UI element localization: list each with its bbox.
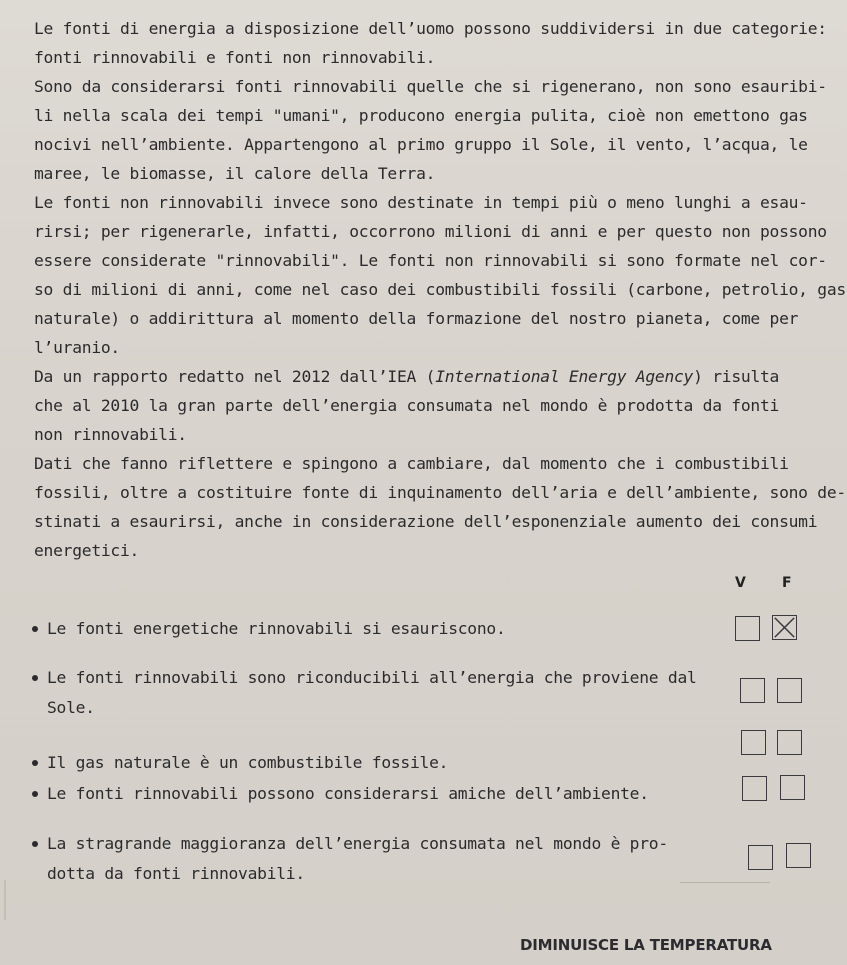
iea-lead-text: Da un rapporto redatto nel 2012 dall’IEA ( (34, 367, 436, 386)
divider-line (680, 882, 770, 883)
passage-line: maree, le biomasse, il calore della Terra. (34, 164, 436, 183)
passage-line: rirsi; per rigenerarle, infatti, occorrono milioni di anni e per questo non possono (34, 222, 827, 241)
passage-line: stinati a esaurirsi, anche in considerazione dell’esponenziale aumento dei consumi (34, 512, 818, 531)
passage-line: non rinnovabili. (34, 425, 187, 444)
quiz-item-text: La stragrande maggioranza dell’energia consumata nel mondo è pro- (47, 834, 668, 853)
passage-line: l’uranio. (34, 338, 120, 357)
quiz-item-text-continued: Sole. (47, 698, 95, 717)
true-checkbox[interactable] (740, 678, 765, 703)
true-column-header: V (735, 575, 746, 591)
quiz-item-text-continued: dotta da fonti rinnovabili. (47, 864, 305, 883)
iea-italic-text: International Energy Agency (435, 367, 694, 386)
passage-line: Dati che fanno riflettere e spingono a cambiare, dal momento che i combustibili (34, 454, 789, 473)
quiz-item-text: Le fonti energetiche rinnovabili si esauriscono. (47, 619, 506, 638)
passage-line: che al 2010 la gran parte dell’energia consumata nel mondo è prodotta da fonti (34, 396, 780, 415)
iea-tail-text: ) risulta (693, 367, 780, 386)
passage-line: fossili, oltre a costituire fonte di inquinamento dell’aria e dell’ambiente, sono de- (34, 483, 846, 502)
checkmark-x-icon (773, 616, 796, 639)
passage-line: Le fonti di energia a disposizione dell’uomo possono suddividersi in due categorie: (34, 19, 827, 38)
page-edge-mark (4, 880, 6, 920)
quiz-item (32, 829, 722, 889)
bullet-icon (32, 626, 38, 632)
passage-line: essere considerate "rinnovabili". Le fonti non rinnovabili si sono formate nel cor- (34, 251, 827, 270)
true-checkbox[interactable] (748, 845, 773, 870)
bullet-icon (32, 675, 38, 681)
passage-line: nocivi nell’ambiente. Appartengono al primo gruppo il Sole, il vento, l’acqua, le (34, 135, 808, 154)
passage-line: fonti rinnovabili e fonti non rinnovabili. (34, 48, 436, 67)
quiz-item-text: Il gas naturale è un combustibile fossile. (47, 753, 449, 772)
false-checkbox[interactable] (780, 775, 805, 800)
quiz-item-text: Le fonti rinnovabili sono riconducibili all’energia che proviene dal (47, 668, 697, 687)
false-checkbox[interactable] (777, 678, 802, 703)
quiz-item (32, 779, 722, 809)
false-column-header: F (782, 575, 792, 591)
bullet-icon (32, 841, 38, 847)
true-checkbox[interactable] (741, 730, 766, 755)
quiz-item (32, 614, 722, 644)
bullet-icon (32, 791, 38, 797)
reading-passage (34, 14, 846, 565)
false-checkbox-checked[interactable] (772, 615, 797, 640)
true-checkbox[interactable] (742, 776, 767, 801)
bullet-icon (32, 760, 38, 766)
quiz-item (32, 748, 722, 778)
next-section-heading: DIMINUISCE LA TEMPERATURA (520, 936, 772, 954)
false-checkbox[interactable] (786, 843, 811, 868)
passage-line: Le fonti non rinnovabili invece sono destinate in tempi più o meno lunghi a esau- (34, 193, 808, 212)
passage-line-iea (34, 362, 824, 391)
passage-line: Sono da considerarsi fonti rinnovabili quelle che si rigenerano, non sono esauribi- (34, 77, 827, 96)
passage-line: so di milioni di anni, come nel caso dei combustibili fossili (carbone, petrolio, gas (34, 280, 846, 299)
quiz-item (32, 663, 722, 723)
passage-line: naturale) o addirittura al momento della formazione del nostro pianeta, come per (34, 309, 799, 328)
quiz-item-text: Le fonti rinnovabili possono considerarsi amiche dell’ambiente. (47, 784, 649, 803)
true-checkbox[interactable] (735, 616, 760, 641)
passage-line: li nella scala dei tempi "umani", producono energia pulita, cioè non emettono gas (34, 106, 808, 125)
false-checkbox[interactable] (777, 730, 802, 755)
passage-line: energetici. (34, 541, 140, 560)
